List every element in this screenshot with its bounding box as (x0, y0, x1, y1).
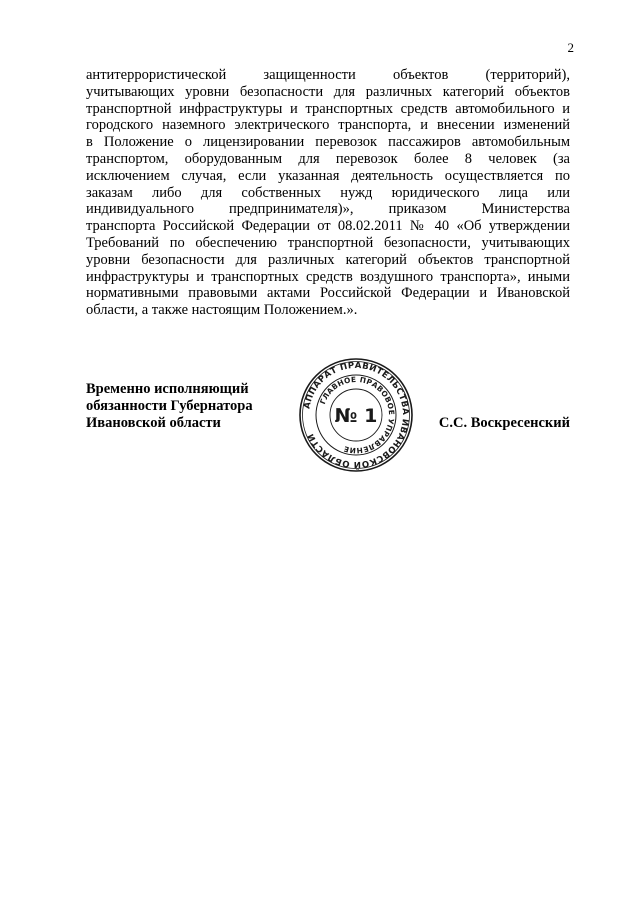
body-line: транспорта Российской Федерации от 08.02.2011 № 40 «Об утверждении (86, 218, 570, 235)
stamp-inner-text-path: ГЛАВНОЕ ПРАВОВОЕ УПРАВЛЕНИЕ (318, 374, 397, 456)
body-line: Требований по обеспечению транспортной безопасности, учитывающих (86, 234, 570, 251)
body-line: учитывающих уровни безопасности для различных категорий объектов (86, 83, 570, 100)
body-line: нормативными правовыми актами Российской Федерации и Ивановской (86, 285, 570, 302)
page-number: 2 (567, 40, 574, 55)
stamp-seal (298, 357, 414, 473)
body-line: инфраструктуры и транспортных средств воздушного транспорта», иными (86, 268, 570, 285)
body-line: уровни безопасности для различных категорий объектов транспортной (86, 251, 570, 268)
body-line: городского наземного электрического транспорта, и внесении изменений (86, 117, 570, 134)
signature-title-line: обязанности Губернатора (86, 398, 253, 414)
stamp-seal-graphic (298, 357, 414, 473)
body-line: области, а также настоящим Положением.». (86, 302, 358, 319)
body-line: в Положение о лицензировании перевозок пассажиров автомобильным (86, 134, 570, 151)
body-text (86, 67, 570, 319)
body-line: заказам либо для собственных нужд юридического лица или (86, 184, 570, 201)
body-line: транспортом, оборудованным для перевозок более 8 человек (за (86, 150, 570, 167)
stamp-center-number: № 1 (334, 405, 378, 427)
stamp-outer-text-path: АППАРАТ ПРАВИТЕЛЬСТВА ИВАНОВСКОЙ ОБЛАСТИ (302, 360, 411, 470)
signature-title-line: Временно исполняющий (86, 381, 249, 397)
signer-name: С.С. Воскресенский (438, 415, 570, 431)
body-line: исключением случая, если указанная деятельность осуществляется по (86, 167, 570, 184)
body-line: антитеррористической защищенности объектов (территорий), (86, 67, 570, 83)
body-line: индивидуального предпринимателя)», приказом Министерства (86, 201, 570, 218)
signature-title (86, 381, 286, 432)
signature-title-line: Ивановской области (86, 415, 221, 431)
body-line: транспортной инфраструктуры и транспортных средств автомобильного и (86, 100, 570, 117)
